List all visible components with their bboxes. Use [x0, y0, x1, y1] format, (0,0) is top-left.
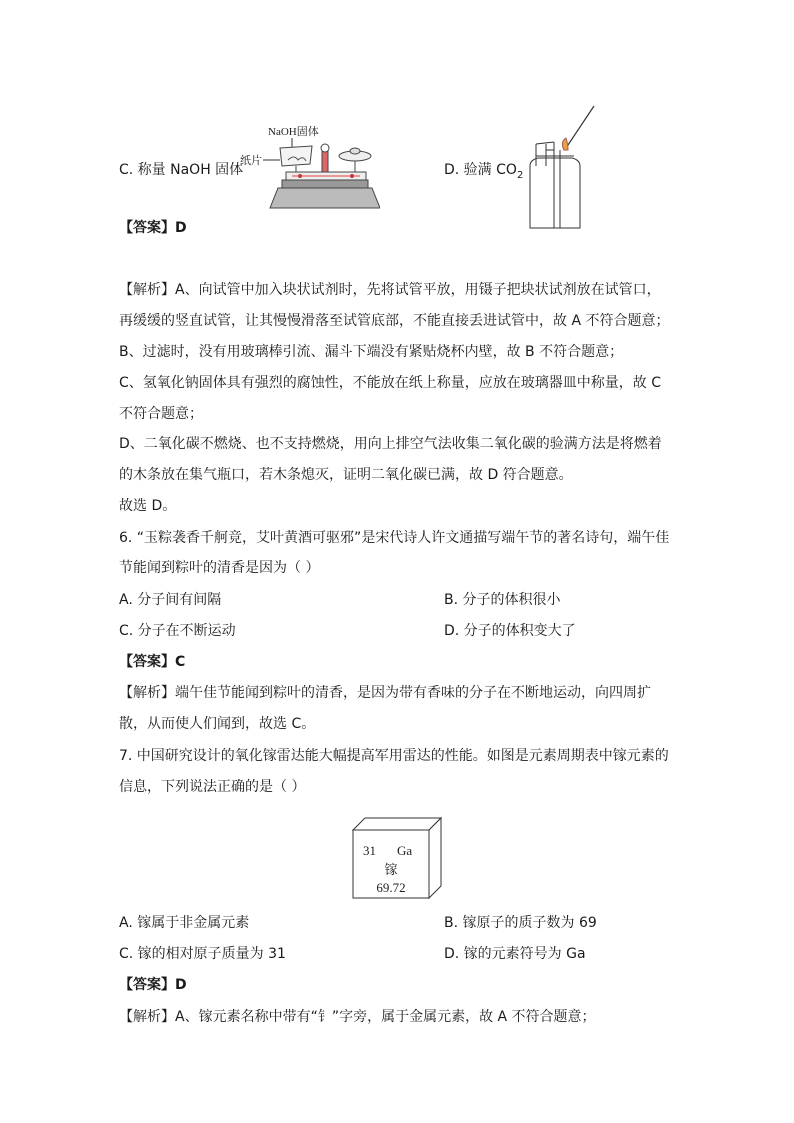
- q7-stem-line-2: 信息，下列说法正确的是（ ）: [119, 779, 306, 795]
- paper-label: 纸片: [240, 155, 262, 167]
- q5-answer: 【答案】D: [119, 220, 187, 236]
- q5-analysis-line-2: 再缓缓的竖直试管，让其慢慢滑落至试管底部，不能直接丢进试管中，故 A 不符合题意；: [119, 313, 670, 329]
- atomic-number: 31: [363, 843, 376, 858]
- q6-stem-line-1: 6. “玉粽袭香千舸竞，艾叶黄酒可驱邪”是宋代诗人许文通描写端午节的著名诗句，端午佳: [119, 530, 670, 546]
- q7-stem-line-1: 7. 中国研究设计的氧化镓雷达能大幅提高军用雷达的性能。如图是元素周期表中镓元素的: [119, 748, 669, 764]
- q5-option-c: C. 称量 NaOH 固体: [119, 162, 244, 178]
- q6-option-d: D. 分子的体积变大了: [444, 623, 576, 639]
- q5-analysis-line-8: 故选 D。: [119, 498, 177, 514]
- atomic-mass: 69.72: [376, 880, 406, 895]
- q6-analysis-line-1: 【解析】端午佳节能闻到粽叶的清香，是因为带有香味的分子在不断地运动，向四周扩: [119, 685, 651, 701]
- gas-bottle-figure: [524, 104, 614, 232]
- q6-stem-line-2: 节能闻到粽叶的清香是因为（ ）: [119, 560, 320, 576]
- q5-analysis-line-4: C、氢氧化钠固体具有强烈的腐蚀性，不能放在纸上称量，应放在玻璃器皿中称量，故 C: [119, 375, 661, 391]
- q7-answer: 【答案】D: [119, 977, 187, 993]
- q5-option-d-text: D. 验满 CO: [444, 162, 517, 178]
- q5-analysis-line-3: B、过滤时，没有用玻璃棒引流、漏斗下端没有紧贴烧杯内壁，故 B 不符合题意；: [119, 344, 624, 360]
- element-cell-figure: [349, 814, 445, 902]
- q6-option-a: A. 分子间有间隔: [119, 592, 222, 608]
- q7-option-b: B. 镓原子的质子数为 69: [444, 915, 597, 931]
- q6-option-b: B. 分子的体积很小: [444, 592, 561, 608]
- balance-figure: [240, 118, 380, 214]
- q5-analysis-line-6: D、二氧化碳不燃烧、也不支持燃烧，用向上排空气法收集二氧化碳的验满方法是将燃着: [119, 436, 662, 452]
- q6-answer: 【答案】C: [119, 654, 186, 670]
- q6-analysis-line-2: 散，从而使人们闻到，故选 C。: [119, 716, 316, 732]
- q7-option-a: A. 镓属于非金属元素: [119, 915, 250, 931]
- element-symbol: Ga: [397, 843, 413, 858]
- naoh-label: NaOH固体: [268, 126, 319, 138]
- q5-option-d-sub: 2: [516, 169, 524, 181]
- q5-analysis-line-1: 【解析】A、向试管中加入块状试剂时，先将试管平放，用镊子把块状试剂放在试管口，: [119, 282, 661, 298]
- q7-option-d: D. 镓的元素符号为 Ga: [444, 946, 586, 962]
- q5-analysis-line-7: 的木条放在集气瓶口，若木条熄灭，证明二氧化碳已满，故 D 符合题意。: [119, 467, 573, 483]
- q5-analysis-line-5: 不符合题意；: [119, 406, 203, 422]
- q7-option-c: C. 镓的相对原子质量为 31: [119, 946, 286, 962]
- q7-analysis-line-1: 【解析】A、镓元素名称中带有“钅”字旁，属于金属元素，故 A 不符合题意；: [119, 1009, 596, 1025]
- q6-option-c: C. 分子在不断运动: [119, 623, 236, 639]
- q5-option-d: [444, 160, 523, 186]
- element-name: 镓: [384, 863, 398, 878]
